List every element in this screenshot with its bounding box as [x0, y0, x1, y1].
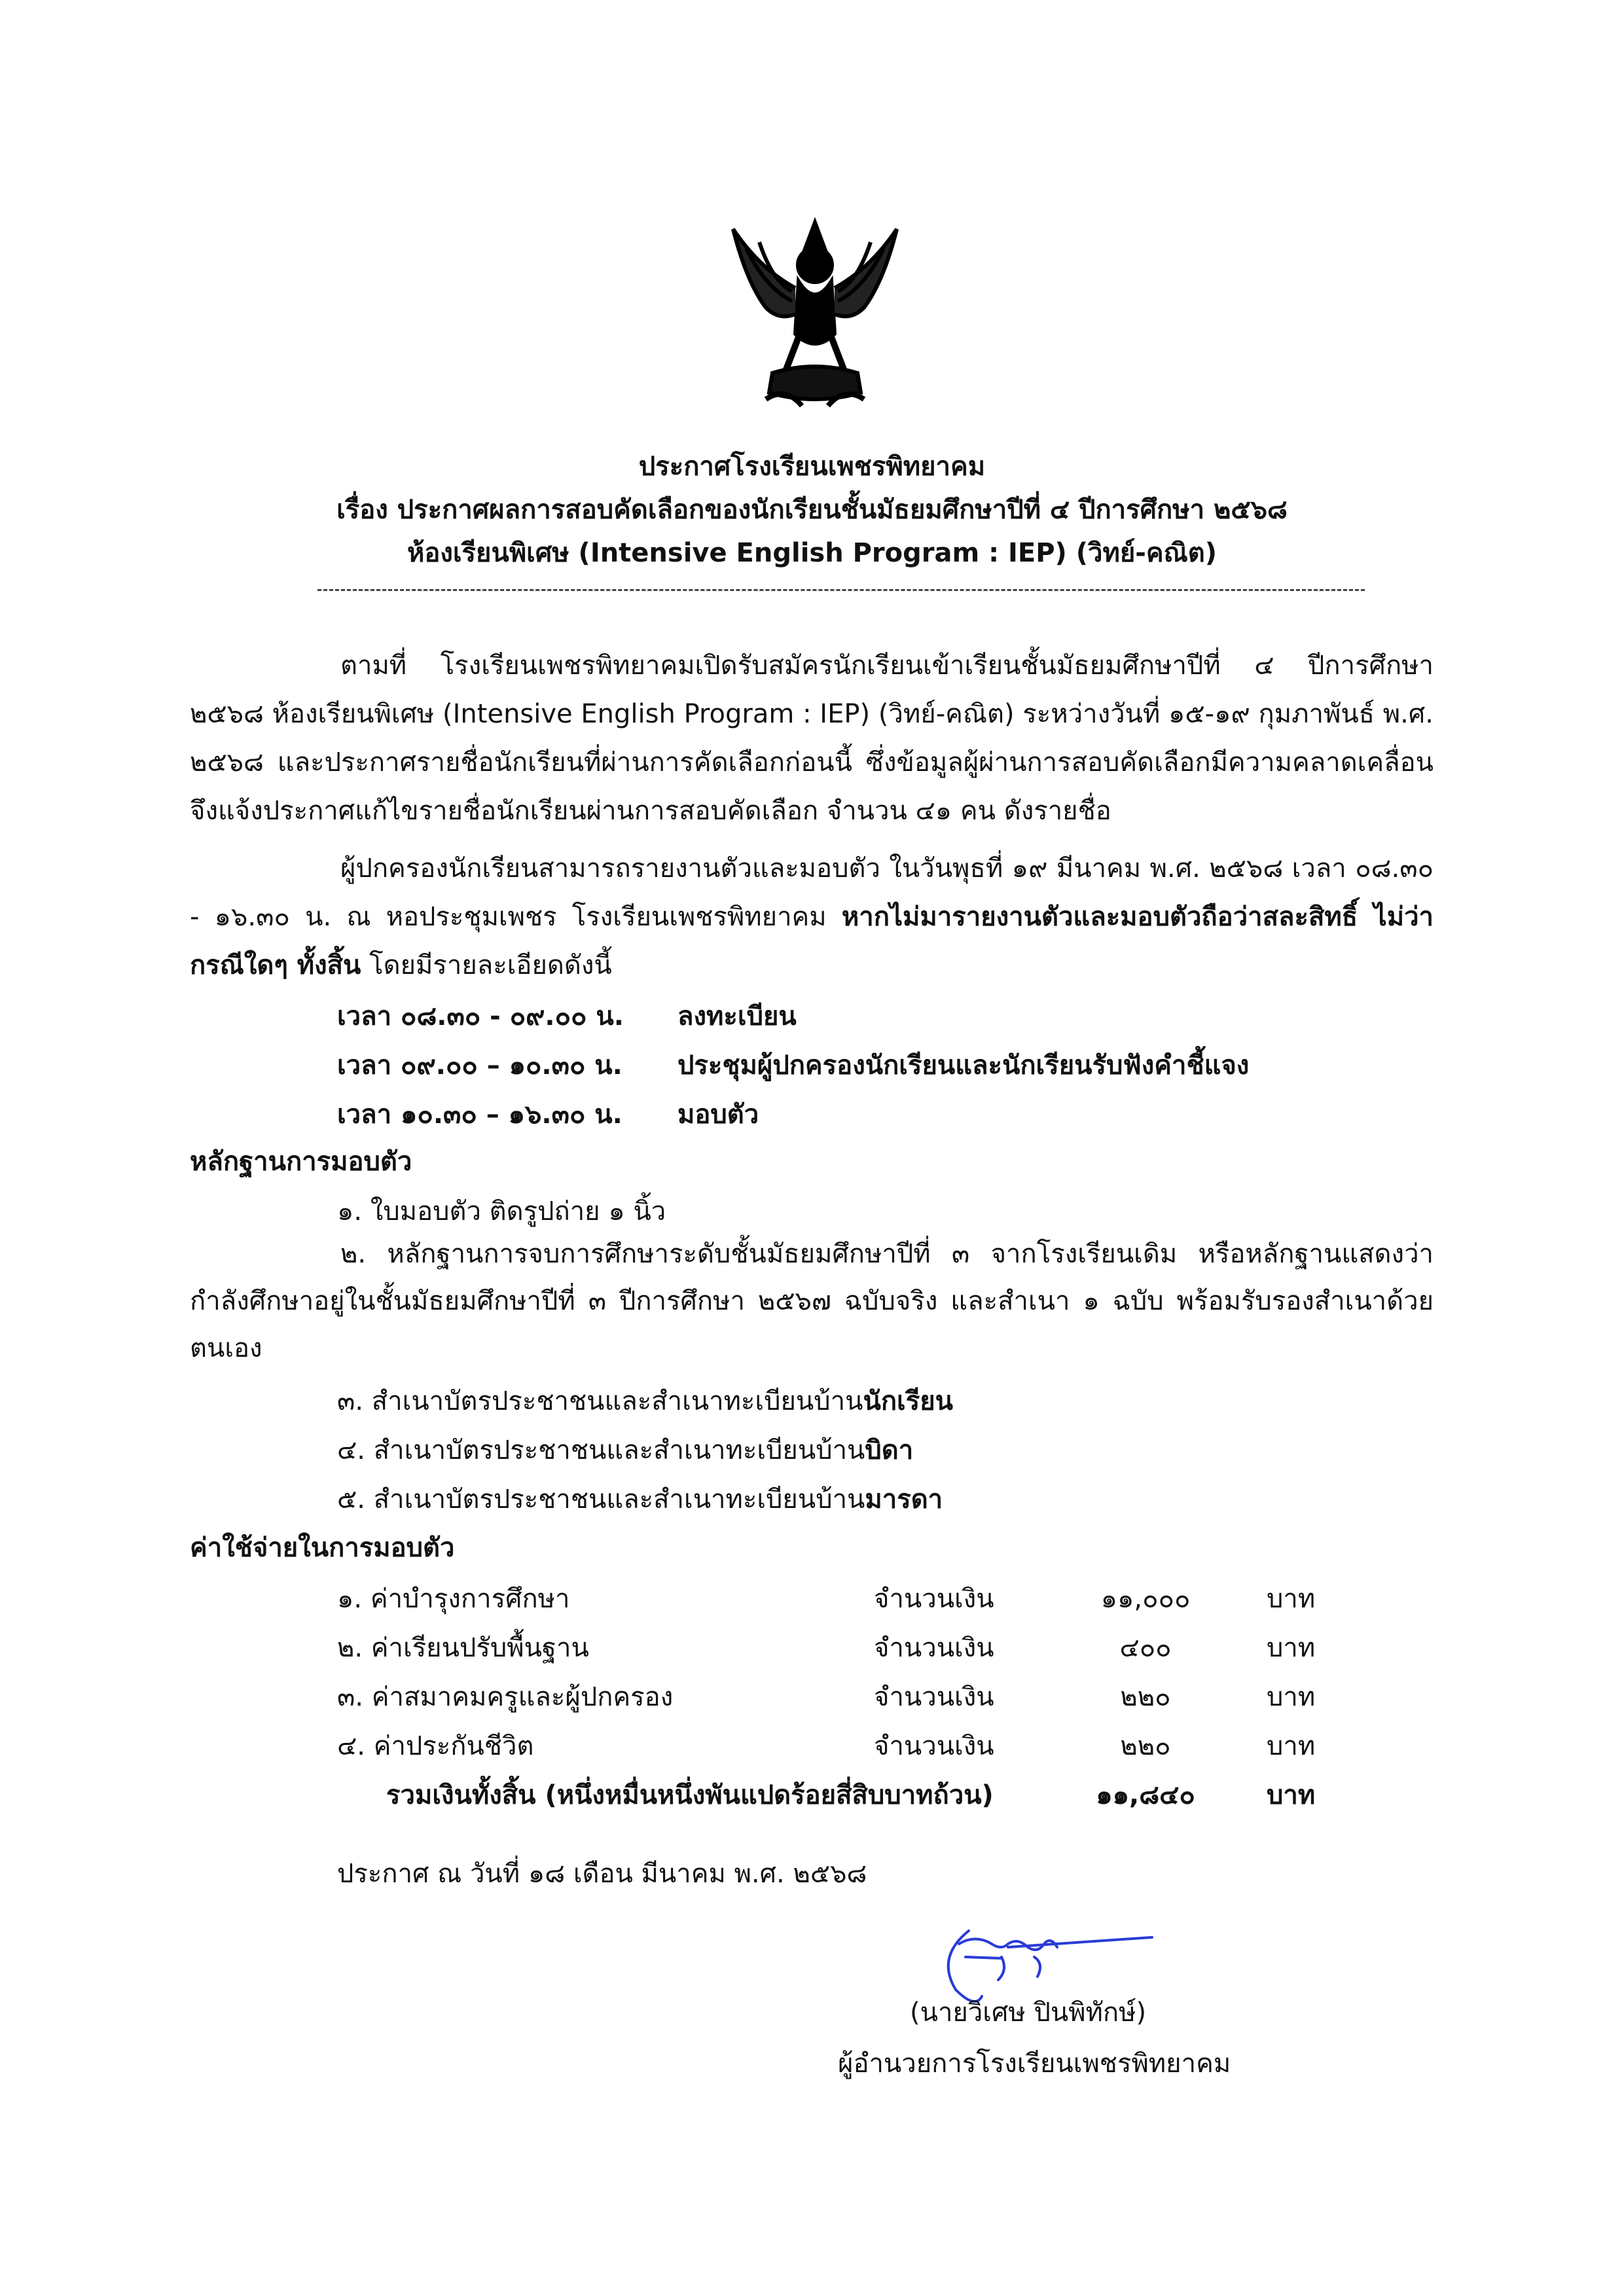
- fee-amount: ๒๒๐: [1120, 1731, 1171, 1761]
- fee-total-unit: บาท: [1267, 1780, 1316, 1810]
- fee-kind: จำนวนเงิน: [874, 1682, 994, 1712]
- fee-unit: บาท: [1267, 1584, 1316, 1614]
- schedule-row: [337, 1044, 1249, 1086]
- schedule-activity: ประชุมผู้ปกครองนักเรียนและนักเรียนรับฟังคำชี้แจง: [677, 1050, 1250, 1081]
- paragraph-2-tail: โดยมีรายละเอียดดังนี้: [361, 950, 612, 980]
- fee-label: ๒. ค่าเรียนปรับพื้นฐาน: [337, 1633, 589, 1663]
- fee-unit: บาท: [1267, 1682, 1316, 1712]
- evidence-item-3-text: ๓. สำเนาบัตรประชาชนและสำเนาทะเบียนบ้าน: [337, 1386, 863, 1416]
- evidence-item-2: [190, 1230, 1434, 1372]
- schedule-time: เวลา ๑๐.๓๐ – ๑๖.๓๐ น.: [337, 1100, 623, 1130]
- fee-amount: ๑๑,๐๐๐: [1100, 1584, 1191, 1614]
- evidence-item-3-bold: นักเรียน: [863, 1386, 953, 1416]
- fee-total-label: รวมเงินทั้งสิ้น (หนึ่งหมื่นหนึ่งพันแปดร้อยสี่สิบบาทถ้วน): [386, 1780, 994, 1810]
- fee-label: ๑. ค่าบำรุงการศึกษา: [337, 1584, 570, 1614]
- evidence-item-4-text: ๔. สำเนาบัตรประชาชนและสำเนาทะเบียนบ้าน: [337, 1435, 865, 1465]
- evidence-item-4-bold: บิดา: [865, 1435, 914, 1465]
- fee-unit: บาท: [1267, 1633, 1316, 1663]
- fee-amount: ๔๐๐: [1119, 1633, 1172, 1663]
- fee-unit: บาท: [1267, 1731, 1316, 1761]
- fee-row: [337, 1626, 1384, 1666]
- subject-line: เรื่อง ประกาศผลการสอบคัดเลือกของนักเรียนชั้นมัธยมศึกษาปีที่ ๔ ปีการศึกษา ๒๕๖๘: [336, 495, 1288, 525]
- evidence-item-5-bold: มารดา: [865, 1484, 943, 1515]
- evidence-item-3: [337, 1380, 953, 1422]
- fees-heading: ค่าใช้จ่ายในการมอบตัว: [190, 1533, 455, 1563]
- fee-row: [337, 1577, 1384, 1617]
- fee-label: ๓. ค่าสมาคมครูและผู้ปกครอง: [337, 1682, 674, 1712]
- evidence-heading: หลักฐานการมอบตัว: [190, 1147, 412, 1177]
- fee-total-amount: ๑๑,๘๔๐: [1096, 1780, 1195, 1810]
- garuda-emblem-icon: [720, 209, 910, 419]
- paragraph-1-text: ตามที่ โรงเรียนเพชรพิทยาคมเปิดรับสมัครนักเรียนเข้าเรียนชั้นมัธยมศึกษาปีที่ ๔ ปีการศึกษา ๒๕๖๘ ห้องเรียนพิเศษ (Intensive English Program : IEP) (วิทย์-คณิต) ระหว่างวันที่ ๑๕-๑๙ กุมภาพันธ์ พ.ศ. ๒๕๖๘ และประกาศรายชื่อนักเรียนที่ผ่านการคัดเลือกก่อนนี้ ซึ่งข้อมูลผู้ผ่านการสอบคัดเลือกมีความคลาดเคลื่อน จึงแจ้งประกาศแก้ไขรายชื่อนักเรียนผ่านการสอบคัดเลือก จำนวน ๔๑ คน ดังรายชื่อ: [190, 651, 1434, 826]
- evidence-item-5: [337, 1478, 943, 1520]
- school-announcement-title: ประกาศโรงเรียนเพชรพิทยาคม: [638, 452, 986, 482]
- fee-total-row: [337, 1774, 1384, 1813]
- paragraph-1: [190, 641, 1434, 835]
- title-block: [0, 445, 1624, 575]
- schedule-time: เวลา ๐๘.๓๐ - ๐๙.๐๐ น.: [337, 1001, 624, 1031]
- paragraph-2-text: ผู้ปกครองนักเรียนสามารถรายงานตัวและมอบตัว ในวันพุธที่ ๑๙ มีนาคม พ.ศ. ๒๕๖๘ เวลา ๐๘.๓๐ - ๑๖.๓๐ น. ณ หอประชุมเพชร โรงเรียนเพชรพิทยาคม: [190, 853, 1434, 932]
- evidence-item-1: ๑. ใบมอบตัว ติดรูปถ่าย ๑ นิ้ว: [337, 1196, 666, 1227]
- fee-row: [337, 1676, 1384, 1715]
- fee-row: [337, 1725, 1384, 1764]
- announce-date: ประกาศ ณ วันที่ ๑๘ เดือน มีนาคม พ.ศ. ๒๕๖๘: [337, 1859, 867, 1889]
- fee-kind: จำนวนเงิน: [874, 1633, 994, 1663]
- paragraph-2: [190, 844, 1434, 990]
- schedule-row: [337, 1093, 759, 1135]
- evidence-item-2-text: ๒. หลักฐานการจบการศึกษาระดับชั้นมัธยมศึกษาปีที่ ๓ จากโรงเรียนเดิม หรือหลักฐานแสดงว่ากำลังศึกษาอยู่ในชั้นมัธยมศึกษาปีที่ ๓ ปีการศึกษา ๒๕๖๗ ฉบับจริง และสำเนา ๑ ฉบับ พร้อมรับรองสำเนาด้วยตนเอง: [190, 1239, 1434, 1363]
- fee-amount: ๒๒๐: [1120, 1682, 1171, 1712]
- evidence-item-5-text: ๕. สำเนาบัตรประชาชนและสำเนาทะเบียนบ้าน: [337, 1484, 865, 1515]
- fee-kind: จำนวนเงิน: [874, 1584, 994, 1614]
- schedule-time: เวลา ๐๙.๐๐ – ๑๐.๓๐ น.: [337, 1050, 623, 1081]
- schedule-row: [337, 995, 797, 1037]
- schedule-activity: ลงทะเบียน: [677, 1001, 797, 1031]
- fee-kind: จำนวนเงิน: [874, 1731, 994, 1761]
- paragraph-2-warning: หากไม่มารายงานตัวและมอบตัวถือว่าสละสิทธิ์ ไม่ว่ากรณีใดๆ ทั้งสิ้น: [190, 902, 1434, 980]
- schedule-activity: มอบตัว: [677, 1100, 759, 1130]
- signer-name: (นายวิเศษ ปินพิทักษ์): [910, 1998, 1147, 2028]
- evidence-item-4: [337, 1429, 913, 1471]
- signer-position: ผู้อำนวยการโรงเรียนเพชรพิทยาคม: [838, 2049, 1231, 2079]
- fee-label: ๔. ค่าประกันชีวิต: [337, 1731, 534, 1761]
- dashed-divider: [317, 589, 1365, 591]
- program-line: ห้องเรียนพิเศษ (Intensive English Program : IEP) (วิทย์-คณิต): [406, 538, 1218, 568]
